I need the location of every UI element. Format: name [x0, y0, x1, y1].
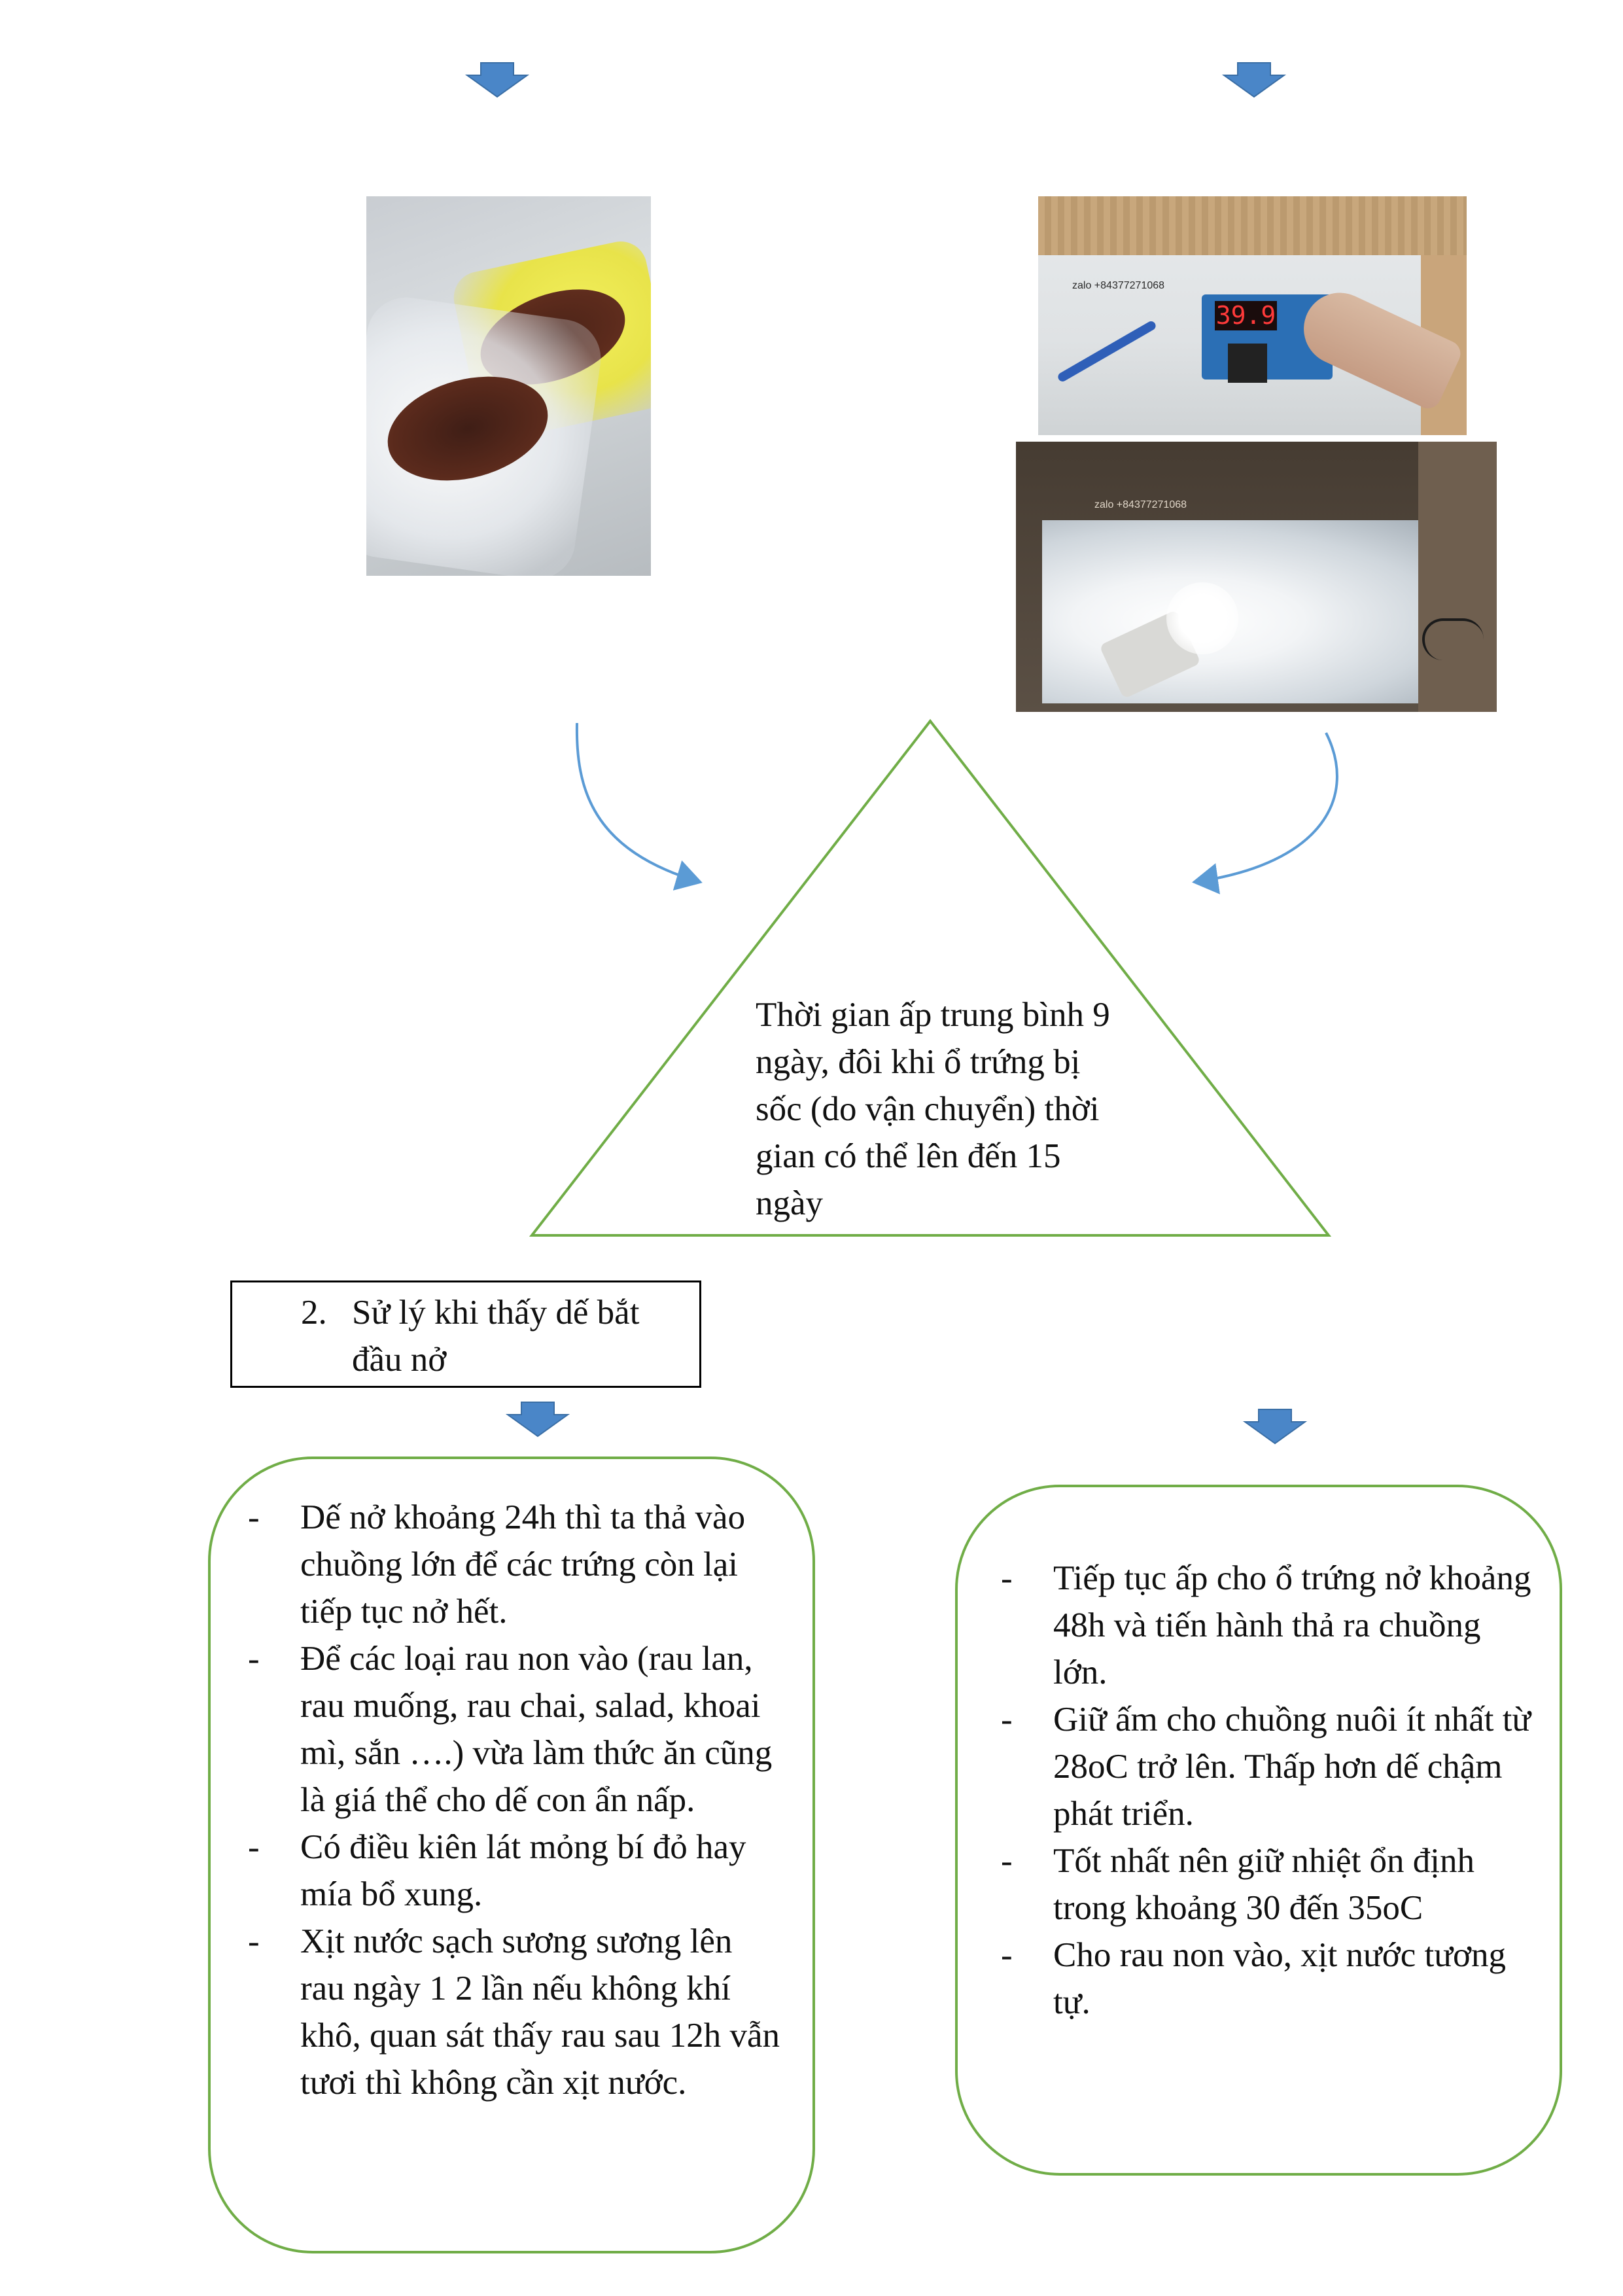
list-item-text: Tiếp tục ấp cho ổ trứng nở khoảng 48h và tiến hành thả ra chuồng lớn.	[1053, 1559, 1531, 1691]
step-number: 2.	[301, 1294, 327, 1332]
cable	[1422, 618, 1484, 660]
list-item	[1001, 1696, 1537, 1837]
bullet-dash: -	[1001, 1701, 1013, 1739]
insulated-chamber	[1042, 520, 1461, 703]
list-item-text: Có điều kiên lát mỏng bí đỏ hay mía bổ xung.	[300, 1828, 746, 1913]
list-item	[1001, 1555, 1537, 1696]
list-item-text: Tốt nhất nên giữ nhiệt ổn định trong khoảng 30 đến 35oC	[1053, 1842, 1475, 1927]
right-instructions-list	[1001, 1555, 1537, 2026]
light-bulb	[1166, 582, 1238, 654]
bullet-dash: -	[248, 1922, 260, 1960]
bullet-dash: -	[248, 1640, 260, 1678]
bullet-dash: -	[1001, 1559, 1013, 1597]
incubator-controller-photo	[1038, 196, 1467, 435]
step-title: Sử lý khi thấy dế bắt đầu nở	[352, 1294, 640, 1379]
list-item-text: Dế nở khoảng 24h thì ta thả vào chuồng lớn để các trứng còn lại tiếp tục nở hết.	[300, 1498, 746, 1631]
bullet-dash: -	[248, 1498, 260, 1536]
incubation-time-text: Thời gian ấp trung bình 9 ngày, đôi khi ổ trứng bị sốc (do vận chuyển) thời gian có thể lên đến 15 ngày	[756, 996, 1110, 1222]
incubator-lamp-photo	[1016, 442, 1497, 712]
list-item-text: Cho rau non vào, xịt nước tương tự.	[1053, 1936, 1507, 2021]
list-item	[248, 1824, 784, 1918]
down-arrow-top-right	[1224, 63, 1284, 97]
cardboard-wall	[1418, 442, 1497, 712]
list-item	[248, 1635, 784, 1824]
left-instructions-list	[248, 1494, 784, 2106]
relay	[1228, 344, 1267, 383]
list-item	[248, 1918, 784, 2106]
curved-arrow-right	[1195, 733, 1337, 882]
down-arrow-left	[508, 1402, 568, 1436]
cardboard-lid	[1038, 196, 1467, 255]
down-arrow-right	[1245, 1409, 1305, 1443]
list-item	[1001, 1932, 1537, 2026]
bullet-dash: -	[1001, 1842, 1013, 1880]
list-item-text: Để các loại rau non vào (rau lan, rau muống, rau chai, salad, khoai mì, sắn ….) vừa làm thức ăn cũng là giá thể cho dế con ẩn nấp.	[300, 1640, 773, 1819]
down-arrow-top-left	[467, 63, 527, 97]
list-item	[1001, 1837, 1537, 1932]
soil-photo	[366, 196, 651, 576]
step-heading-box	[230, 1280, 701, 1388]
curved-arrow-left	[577, 723, 700, 882]
list-item-text: Xịt nước sạch sương sương lên rau ngày 1 2 lần nếu không khí khô, quan sát thấy rau sau 12h vẫn tươi thì không cần xịt nước.	[300, 1922, 780, 2102]
list-item	[248, 1494, 784, 1635]
list-item-text: Giữ ấm cho chuồng nuôi ít nhất từ 28oC trở lên. Thấp hơn dế chậm phát triển.	[1053, 1701, 1531, 1833]
photo-watermark: zalo +84377271068	[1072, 280, 1165, 291]
temperature-display: 39.9	[1215, 301, 1276, 330]
pen	[1056, 319, 1157, 383]
photo-watermark: zalo +84377271068	[1094, 499, 1187, 510]
bullet-dash: -	[1001, 1936, 1013, 1974]
bullet-dash: -	[248, 1828, 260, 1866]
